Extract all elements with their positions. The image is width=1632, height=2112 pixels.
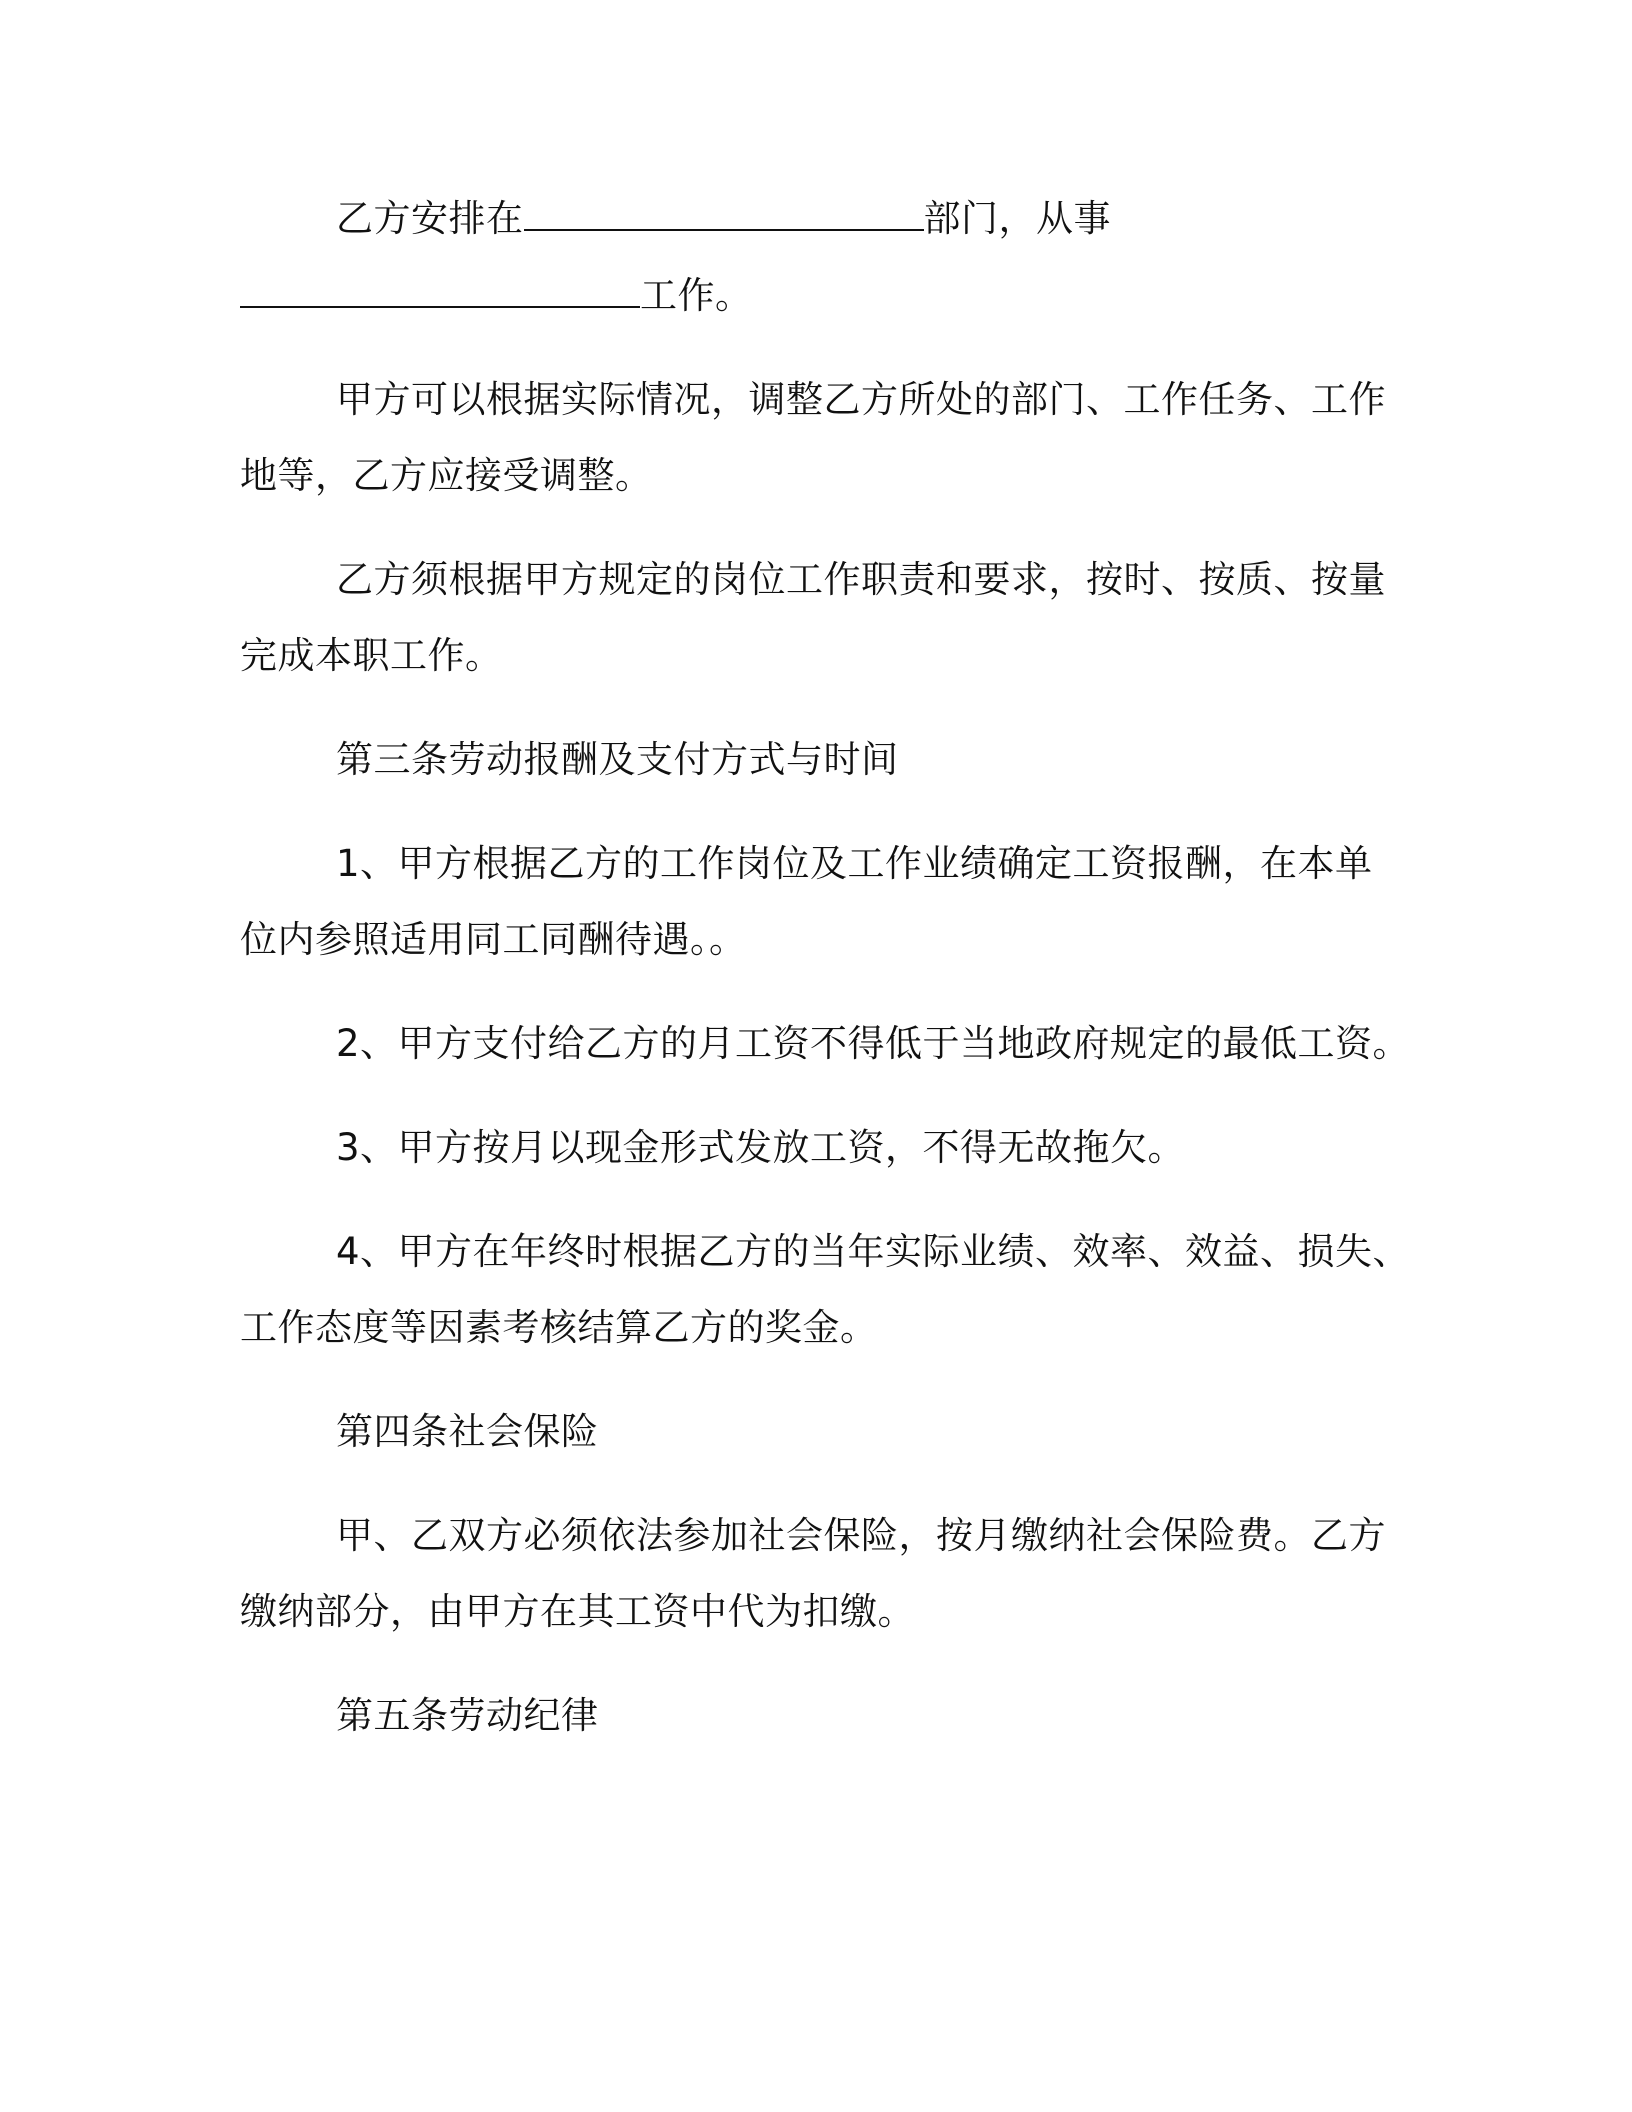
paragraph-line: 甲方可以根据实际情况，调整乙方所处的部门、工作任务、工作 — [336, 378, 1386, 421]
paragraph-line: 完成本职工作。 — [240, 634, 503, 677]
paragraph-line — [240, 272, 753, 320]
paragraph-line: 地等，乙方应接受调整。 — [240, 454, 653, 497]
text-segment: 乙方安排在 — [336, 197, 524, 240]
paragraph-line: 乙方须根据甲方规定的岗位工作职责和要求，按时、按质、按量 — [336, 558, 1386, 601]
blank-field-work — [240, 272, 640, 308]
text-segment: 工作。 — [640, 274, 753, 317]
paragraph-line — [336, 195, 1111, 243]
paragraph-line: 甲、乙双方必须依法参加社会保险，按月缴纳社会保险费。乙方 — [336, 1514, 1386, 1557]
paragraph-line: 4、甲方在年终时根据乙方的当年实际业绩、效率、效益、损失、 — [336, 1230, 1411, 1273]
paragraph-line: 3、甲方按月以现金形式发放工资，不得无故拖欠。 — [336, 1126, 1186, 1169]
section-heading: 第三条劳动报酬及支付方式与时间 — [336, 738, 899, 781]
paragraph-line: 工作态度等因素考核结算乙方的奖金。 — [240, 1306, 878, 1349]
section-heading: 第五条劳动纪律 — [336, 1694, 599, 1737]
paragraph-line: 2、甲方支付给乙方的月工资不得低于当地政府规定的最低工资。 — [336, 1022, 1411, 1065]
paragraph-line: 缴纳部分，由甲方在其工资中代为扣缴。 — [240, 1590, 915, 1633]
text-segment: 部门，从事 — [923, 197, 1111, 240]
section-heading: 第四条社会保险 — [336, 1410, 599, 1453]
blank-field-department — [524, 195, 924, 231]
paragraph-line: 1、甲方根据乙方的工作岗位及工作业绩确定工资报酬，在本单 — [336, 842, 1373, 885]
paragraph-line: 位内参照适用同工同酬待遇。。 — [240, 918, 747, 961]
